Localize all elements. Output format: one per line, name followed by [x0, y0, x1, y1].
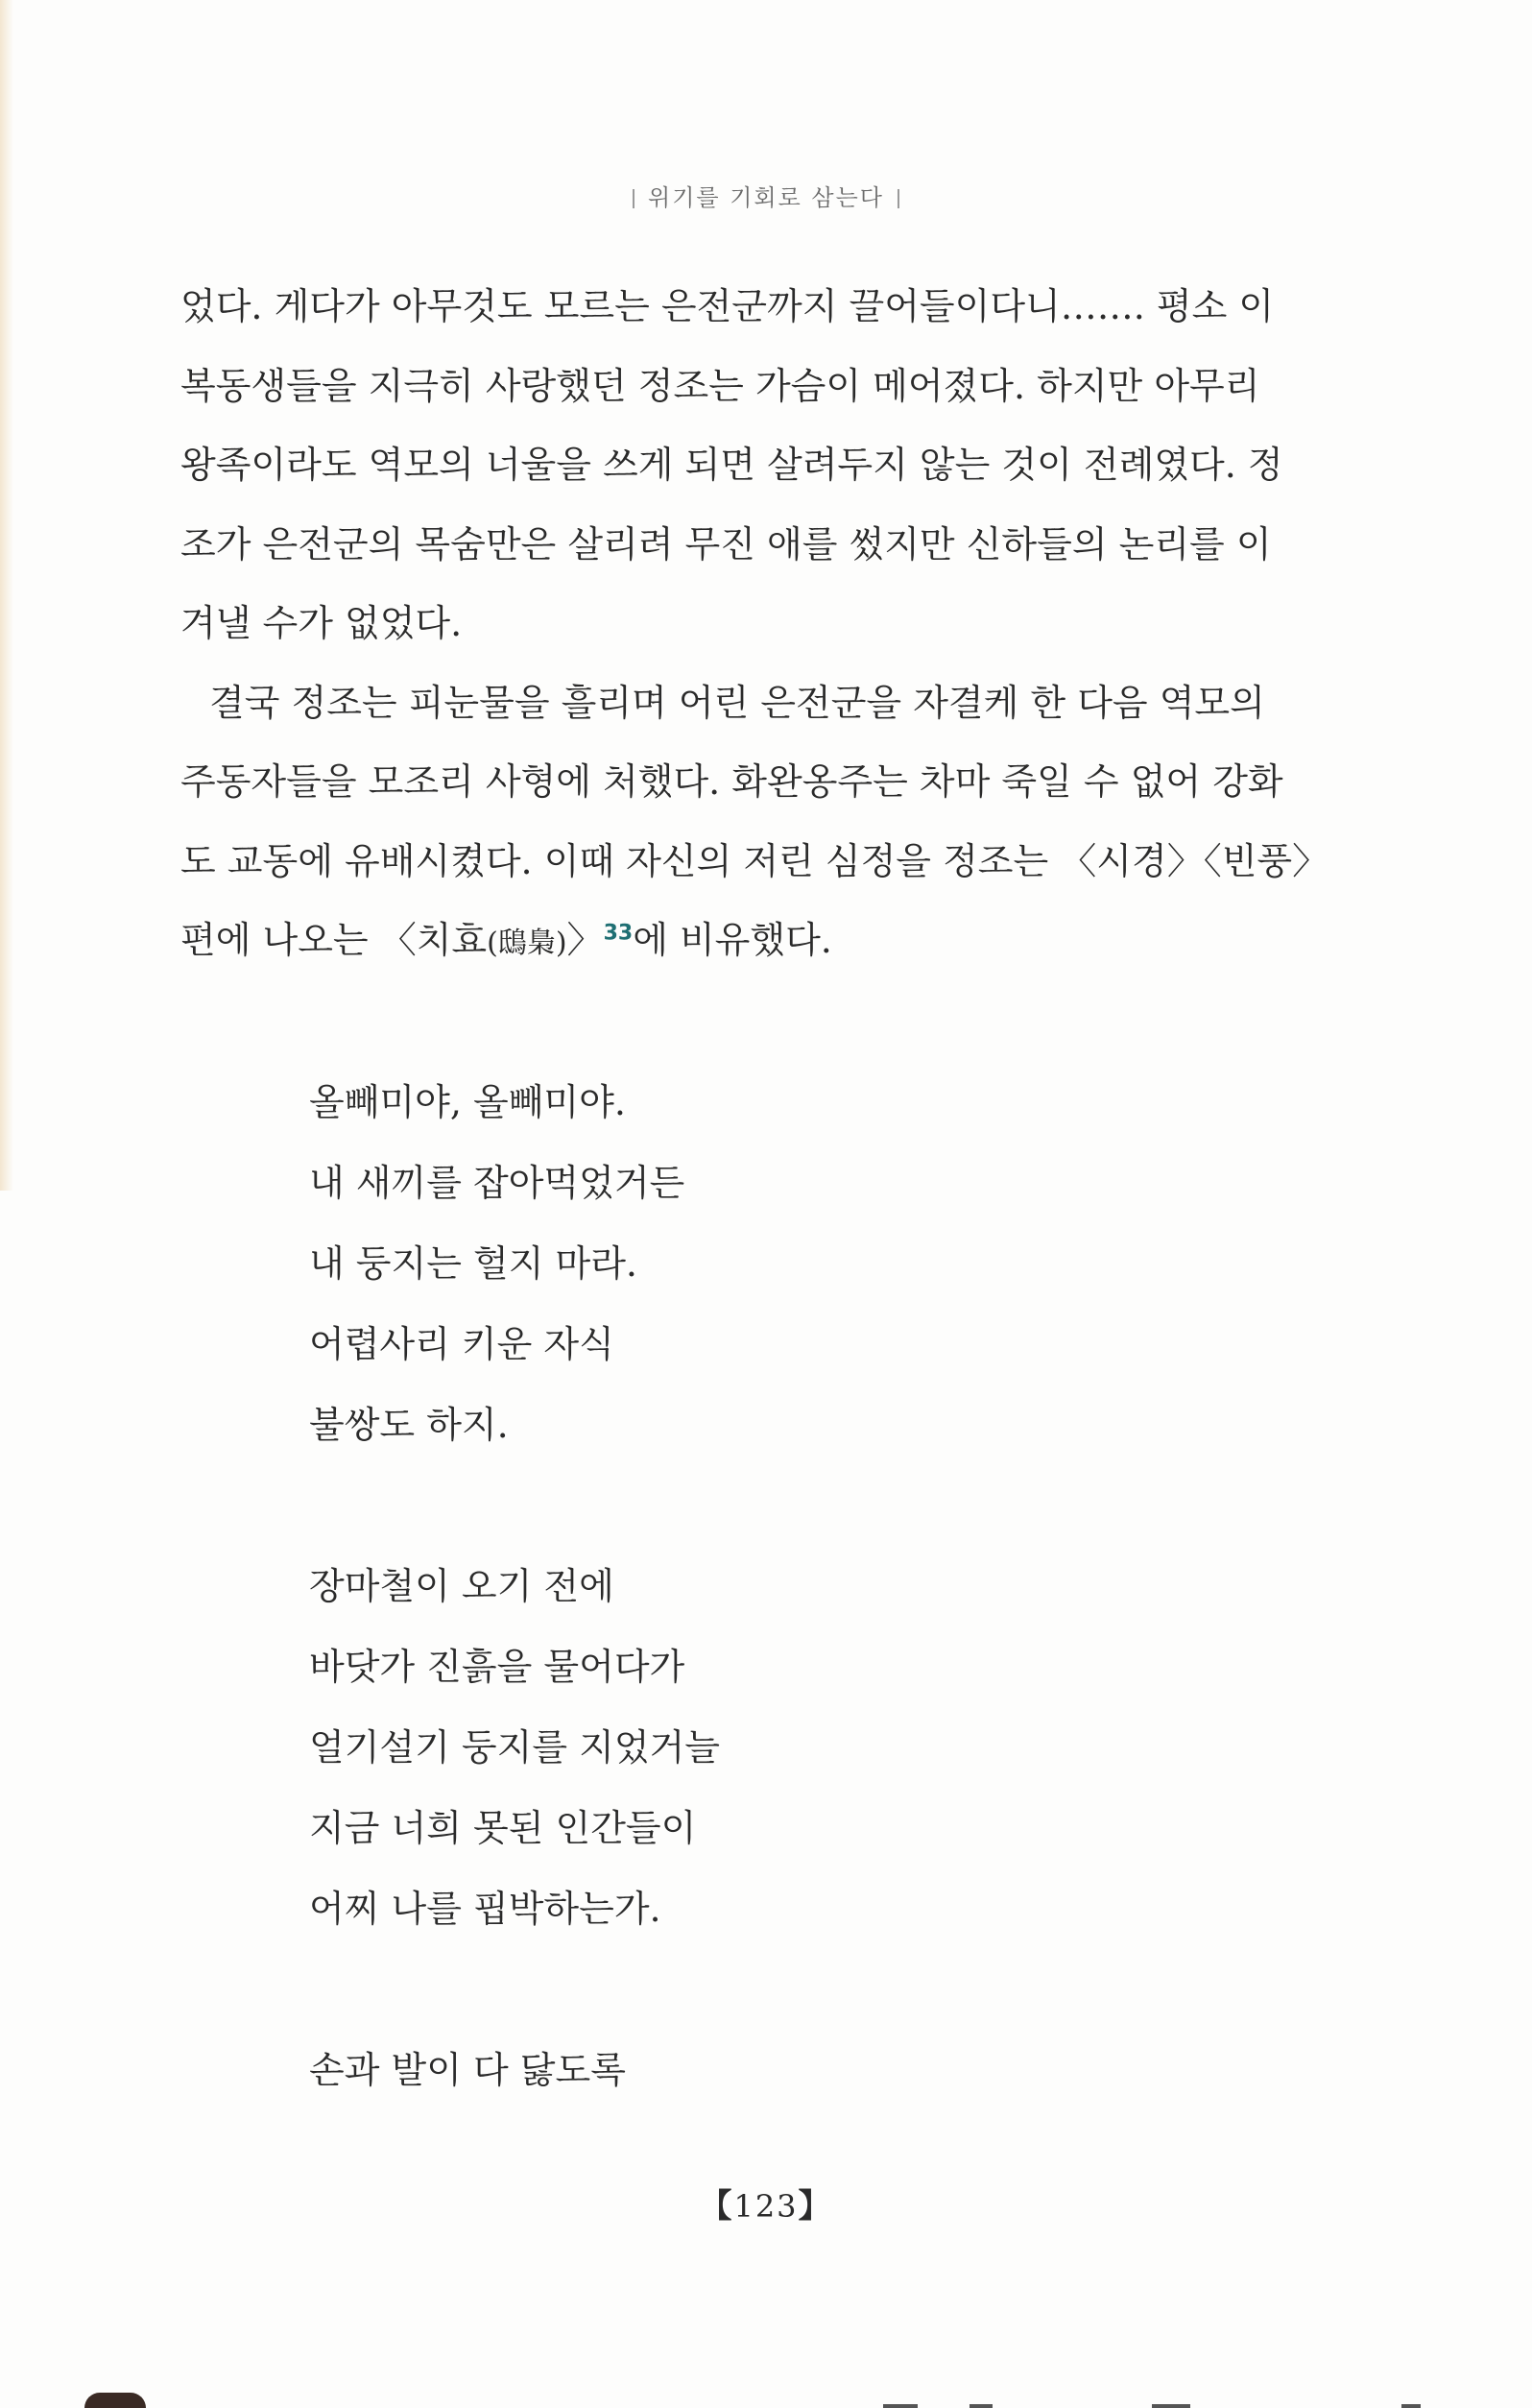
- scan-bottom-edge: [0, 2391, 1532, 2408]
- poem-line: 얼기설기 둥지를 지었거늘: [309, 1726, 720, 1769]
- body-line: 주동자들을 모조리 사형에 처했다. 화완옹주는 차마 죽일 수 없어 강화: [180, 760, 1283, 803]
- last-line-text: 편에 나오는 〈치효: [180, 919, 488, 961]
- body-line-last: [180, 901, 1275, 980]
- poem-line: 바닷가 진흙을 물어다가: [309, 1646, 685, 1688]
- body-line: 조가 은전군의 목숨만은 살리려 무진 애를 썼지만 신하들의 논리를 이: [180, 522, 1272, 566]
- closing-bracket: 〉: [566, 919, 604, 961]
- body-line: 었다. 게다가 아무것도 모르는 은전군까지 끌어들이다니……. 평소 이: [180, 285, 1275, 327]
- bleed-mark: [969, 2404, 993, 2408]
- body-paragraphs: [180, 267, 1329, 980]
- poem-line: 장마철이 오기 전에: [309, 1565, 614, 1607]
- page-number: [0, 2179, 1532, 2227]
- running-head-right-bar: [898, 189, 899, 208]
- folio-right-bracket: 】: [798, 2187, 833, 2226]
- bleed-mark: [883, 2404, 918, 2408]
- poem-line: 어찌 나를 핍박하는가.: [309, 1888, 661, 1930]
- body-line-paragraph-start: 결국 정조는 피눈물을 흘리며 어린 은전군을 자결케 한 다음 역모의: [209, 681, 1265, 724]
- poem-stanza-2: [309, 1546, 720, 1949]
- poem-quote: [309, 1062, 720, 2191]
- last-line-ending: 에 비유했다.: [633, 919, 832, 961]
- poem-line: 불쌍도 하지.: [309, 1404, 509, 1446]
- footnote-reference[interactable]: 33: [603, 921, 634, 946]
- poem-line: 올빼미야, 올빼미야.: [309, 1081, 626, 1123]
- running-head-left-bar: [633, 189, 634, 208]
- poem-line: 내 둥지는 헐지 마라.: [309, 1242, 637, 1285]
- poem-line: 어렵사리 키운 자식: [309, 1323, 614, 1365]
- poem-line: 지금 너희 못된 인간들이: [309, 1807, 697, 1849]
- thumb-shadow: [84, 2393, 146, 2408]
- poem-line: 내 새끼를 잡아먹었거든: [309, 1162, 685, 1204]
- poem-stanza-3: [309, 2030, 720, 2110]
- folio-left-bracket: 【: [699, 2187, 734, 2226]
- body-line: 복동생들을 지극히 사랑했던 정조는 가슴이 메어졌다. 하지만 아무리: [180, 364, 1260, 407]
- body-line: 도 교동에 유배시켰다. 이때 자신의 저린 심정을 정조는 〈시경〉〈빈풍〉: [180, 839, 1329, 882]
- poem-stanza-1: [309, 1062, 720, 1465]
- body-line: 왕족이라도 역모의 너울을 쓰게 되면 살려두지 않는 것이 전례였다. 정: [180, 444, 1283, 486]
- running-head: [0, 179, 1532, 212]
- poem-line: 손과 발이 다 닳도록: [309, 2049, 626, 2091]
- running-head-text: 위기를 기회로 삼는다: [648, 184, 884, 211]
- folio-number: 123: [733, 2188, 799, 2225]
- bleed-mark: [1401, 2404, 1421, 2408]
- hanja-annotation: (鴟梟): [487, 927, 567, 960]
- bleed-mark: [1152, 2404, 1190, 2408]
- body-line: 겨낼 수가 없었다.: [180, 602, 463, 644]
